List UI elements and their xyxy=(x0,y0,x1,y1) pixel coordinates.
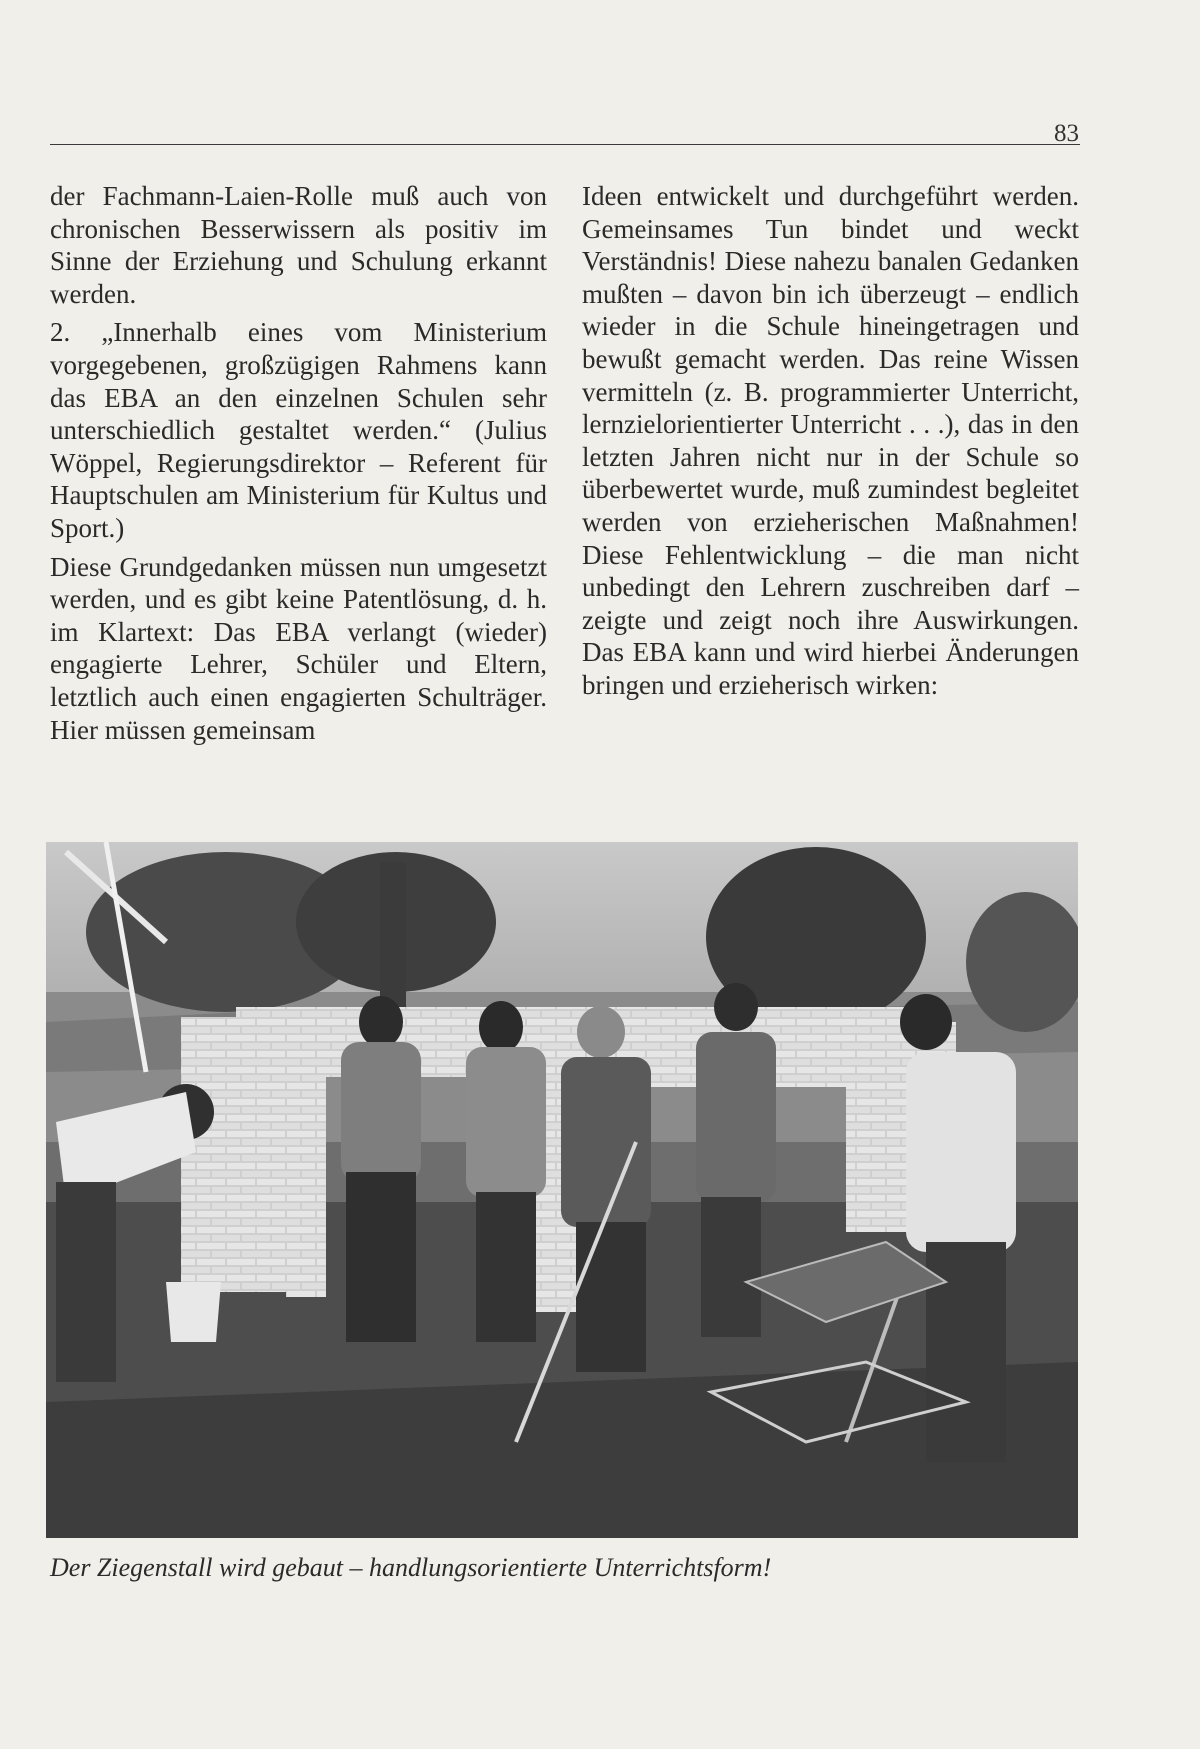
paragraph: Ideen entwickelt und durchgeführt werden. Gemeinsames Tun bindet und weckt Verständnis! Diese nahezu banalen Gedanken mußten – davon bin ich überzeugt – endlich wieder in die Schule hineingetragen und bewußt gemacht werden. Das reine Wissen vermitteln (z. B. programmierter Unterricht, lernzielorientierter Unterricht . . .), das in den letzten Jahren nicht nur in der Schule so überbewertet wurde, muß zumindest begleitet werden von erzieherischen Maßnahmen! Diese Fehlentwicklung – die man nicht unbedingt den Lehrern zuschreiben darf – zeigte und zeigt noch ihre Auswirkungen. Das EBA kann und wird hierbei Änderungen bringen und erzieherisch wirken: xyxy=(582,181,1079,700)
photo-goat-shed-construction xyxy=(46,842,1078,1538)
left-column xyxy=(50,180,547,746)
header-rule xyxy=(50,144,1080,145)
paragraph: der Fachmann-Laien-Rolle muß auch von chronischen Besserwissern als positiv im Sinne der Erziehung und Schulung erkannt werden. xyxy=(50,181,547,309)
paragraph: Diese Grundgedanken müssen nun umgesetzt werden, und es gibt keine Patentlösung, d. h. im Klartext: Das EBA verlangt (wieder) engagierte Lehrer, Schüler und Eltern, letztlich auch einen engagierten Schulträger. Hier müssen gemeinsam xyxy=(50,551,547,745)
figure-caption: Der Ziegenstall wird gebaut – handlungsorientierte Unterrichtsform! xyxy=(50,1553,772,1582)
page-number: 83 xyxy=(1054,120,1079,147)
paragraph: 2. „Innerhalb eines vom Ministerium vorgegebenen, großzügigen Rahmens kann das EBA an den einzelnen Schulen sehr unterschiedlich gestaltet werden.“ (Julius Wöppel, Regierungsdirektor – Referent für Hauptschulen am Ministerium für Kultus und Sport.) xyxy=(50,317,547,543)
right-column xyxy=(582,180,1079,702)
